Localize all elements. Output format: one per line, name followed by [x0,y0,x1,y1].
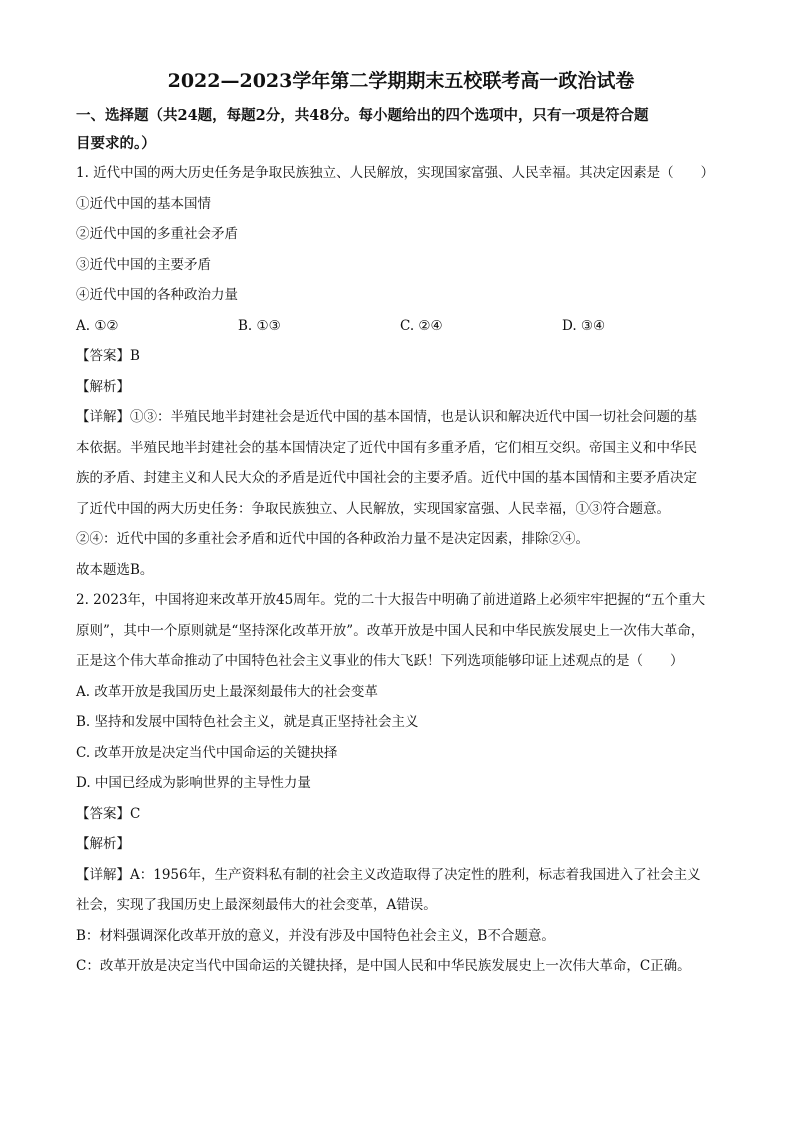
question-1-detail-line: 了近代中国的两大历史任务：争取民族独立、人民解放，实现国家富强、人民幸福，①③符合题意。 [76,500,670,517]
document-page [76,66,726,982]
question-1 [76,158,726,585]
question-2-analysis-label: 【解析】 [76,836,130,852]
question-1-option-d: D. ③④ [562,317,606,334]
question-1-option-a: A. ①② [76,317,119,334]
question-1-detail-line: 族的矛盾、封建主义和人民大众的矛盾是近代中国社会的主要矛盾。近代中国的基本国情和主要矛盾决定 [76,470,697,486]
question-1-option-b: B. ①③ [238,317,281,334]
question-2-detail-line: C：改革开放是决定当代中国命运的关键抉择，是中国人民和中华民族发展史上一次伟大革命，C正确。 [76,958,691,974]
question-2-detail-line: 【详解】A：1956年，生产资料私有制的社会主义改造取得了决定性的胜利，标志着我国进入了社会主义 [76,866,701,883]
question-2-option-a: A. 改革开放是我国历史上最深刻最伟大的社会变革 [76,683,378,700]
section-heading-line-1: 一、选择题（共24题，每题2分，共48分。每小题给出的四个选项中，只有一项是符合题 [76,107,649,124]
question-2-answer: 【答案】C [76,805,141,822]
question-1-item-1: ①近代中国的基本国情 [76,195,211,212]
question-1-stem: 1. 近代中国的两大历史任务是争取民族独立、人民解放，实现国家富强、人民幸福。其决定因素是（ ） [76,165,715,181]
question-2-stem-line: 2. 2023年，中国将迎来改革开放45周年。党的二十大报告中明确了前进道路上必须牢牢把握的“五个重大 [76,592,706,608]
section-heading-line-2: 目要求的。） [76,135,156,152]
question-2-stem-line: 原则”，其中一个原则就是“坚持深化改革开放”。改革开放是中国人民和中华民族发展史上一次伟大革命， [76,622,705,639]
question-1-item-2: ②近代中国的多重社会矛盾 [76,226,238,242]
question-1-item-3: ③近代中国的主要矛盾 [76,256,211,273]
question-1-answer: 【答案】B [76,348,140,364]
question-1-item-4: ④近代中国的各种政治力量 [76,287,238,303]
question-1-detail-line: 本依据。半殖民地半封建社会的基本国情决定了近代中国有多重矛盾，它们相互交织。帝国主义和中华民 [76,439,697,456]
question-1-detail-line: 【详解】①③：半殖民地半封建社会是近代中国的基本国情，也是认识和解决近代中国一切社会问题的基 [76,409,697,425]
question-2-stem-line: 正是这个伟大革命推动了中国特色社会主义事业的伟大飞跃！下列选项能够印证上述观点的是（ ） [76,653,684,669]
question-2-option-b: B. 坚持和发展中国特色社会主义，就是真正坚持社会主义 [76,714,419,730]
question-1-detail-line: 故本题选B。 [76,561,154,578]
question-2-option-c: C. 改革开放是决定当代中国命运的关键抉择 [76,744,338,761]
question-1-options [76,311,726,342]
question-2-option-d: D. 中国已经成为影响世界的主导性力量 [76,775,311,791]
question-1-detail-line: ②④：近代中国的多重社会矛盾和近代中国的各种政治力量不是决定因素，排除②④。 [76,531,589,547]
question-2-detail-line: B：材料强调深化改革开放的意义，并没有涉及中国特色社会主义，B不合题意。 [76,927,555,944]
question-2-detail-line: 社会，实现了我国历史上最深刻最伟大的社会变革，A错误。 [76,897,437,913]
exam-title: 2022—2023学年第二学期期末五校联考高一政治试卷 [167,70,635,92]
question-1-option-c: C. ②④ [400,317,443,334]
question-1-analysis-label: 【解析】 [76,378,130,395]
question-2 [76,585,726,982]
